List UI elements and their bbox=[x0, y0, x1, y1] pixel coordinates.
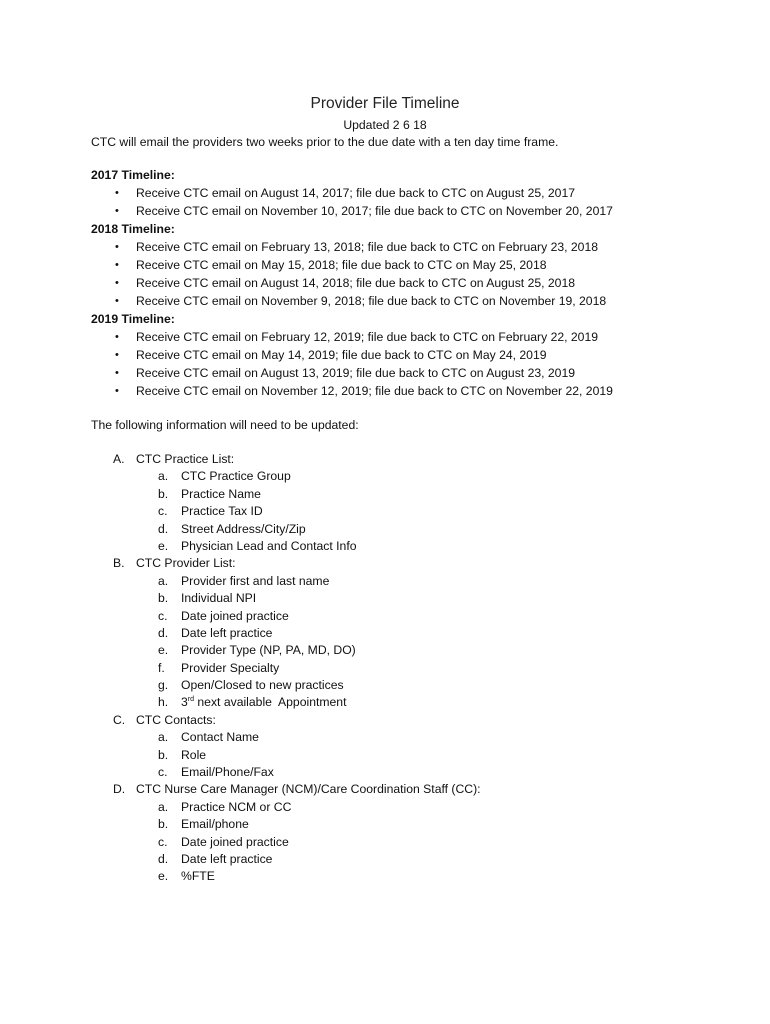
item-letter: g. bbox=[158, 678, 169, 693]
bullet-icon: • bbox=[115, 241, 119, 253]
section-letter: A. bbox=[113, 452, 125, 466]
timeline-item-text: Receive CTC email on August 14, 2017; file due back to CTC on August 25, 2017 bbox=[136, 186, 576, 200]
item-letter: a. bbox=[158, 730, 169, 745]
section-label: CTC Nurse Care Manager (NCM)/Care Coordination Staff (CC): bbox=[136, 782, 481, 797]
outline-item bbox=[91, 868, 691, 885]
timeline-heading: 2019 Timeline: bbox=[91, 312, 175, 326]
item-label: Provider Type (NP, PA, MD, DO) bbox=[181, 643, 356, 658]
timeline-item bbox=[91, 346, 711, 364]
bullet-icon: • bbox=[115, 349, 119, 361]
item-letter: a. bbox=[158, 799, 169, 814]
item-letter: b. bbox=[158, 817, 169, 832]
item-letter: c. bbox=[158, 765, 168, 780]
item-letter: b. bbox=[158, 747, 169, 762]
outline-item bbox=[91, 764, 691, 781]
item-label: Practice NCM or CC bbox=[181, 799, 292, 814]
timelines-section bbox=[91, 166, 711, 400]
timeline-item bbox=[91, 184, 711, 202]
outline-item bbox=[91, 590, 691, 607]
section-letter: D. bbox=[113, 782, 126, 797]
item-letter: d. bbox=[158, 521, 169, 536]
outline-item bbox=[91, 834, 691, 851]
item-label: CTC Practice Group bbox=[181, 469, 291, 484]
outline-item bbox=[91, 486, 691, 503]
timeline-heading: 2018 Timeline: bbox=[91, 222, 175, 236]
section-label: CTC Practice List: bbox=[136, 452, 235, 466]
timeline-heading: 2017 Timeline: bbox=[91, 168, 175, 182]
section-label: CTC Provider List: bbox=[136, 556, 236, 571]
outline-section bbox=[91, 451, 691, 555]
section-letter: B. bbox=[113, 556, 125, 571]
bullet-icon: • bbox=[115, 259, 119, 271]
outline-item bbox=[91, 816, 691, 833]
item-label: Open/Closed to new practices bbox=[181, 678, 344, 693]
timeline-item bbox=[91, 364, 711, 382]
outline-item bbox=[91, 677, 691, 694]
timeline-item-text: Receive CTC email on August 14, 2018; file due back to CTC on August 25, 2018 bbox=[136, 276, 576, 290]
section-header bbox=[91, 555, 691, 572]
bullet-icon: • bbox=[115, 187, 119, 199]
timeline-item bbox=[91, 328, 711, 346]
item-label: Email/Phone/Fax bbox=[181, 765, 274, 780]
timeline-item bbox=[91, 292, 711, 310]
bullet-icon: • bbox=[115, 295, 119, 307]
outline-item bbox=[91, 851, 691, 868]
section-header bbox=[91, 451, 691, 468]
timeline-item-text: Receive CTC email on November 12, 2019; file due back to CTC on November 22, 2019 bbox=[136, 384, 613, 398]
outline-section bbox=[91, 555, 691, 712]
item-label-suffix: next available Appointment bbox=[194, 695, 347, 710]
outline-section bbox=[91, 712, 691, 782]
item-label: Contact Name bbox=[181, 730, 259, 745]
outline-item bbox=[91, 573, 691, 590]
bullet-icon: • bbox=[115, 331, 119, 343]
timeline-item bbox=[91, 256, 711, 274]
section-header bbox=[91, 712, 691, 729]
bullet-icon: • bbox=[115, 205, 119, 217]
item-letter: b. bbox=[158, 486, 169, 501]
item-letter: f. bbox=[158, 660, 165, 675]
timeline-item bbox=[91, 202, 711, 220]
outline-item bbox=[91, 694, 691, 711]
intro-paragraph: CTC will email the providers two weeks prior to the due date with a ten day time frame. bbox=[91, 135, 559, 149]
outline-item bbox=[91, 521, 691, 538]
item-label: %FTE bbox=[181, 869, 215, 884]
item-label: Provider Specialty bbox=[181, 660, 280, 675]
section-label: CTC Contacts: bbox=[136, 712, 216, 727]
document-title: Provider File Timeline bbox=[310, 95, 460, 112]
item-label: Date left practice bbox=[181, 625, 273, 640]
section-letter: C. bbox=[113, 712, 126, 727]
section-header bbox=[91, 781, 691, 798]
item-label: Physician Lead and Contact Info bbox=[181, 538, 357, 553]
timeline-item-text: Receive CTC email on August 13, 2019; file due back to CTC on August 23, 2019 bbox=[136, 366, 576, 380]
outline-item bbox=[91, 608, 691, 625]
timeline-list bbox=[91, 238, 711, 310]
item-label: Role bbox=[181, 747, 207, 762]
item-label: Date joined practice bbox=[181, 608, 289, 623]
timeline-item-text: Receive CTC email on May 15, 2018; file due back to CTC on May 25, 2018 bbox=[136, 258, 547, 272]
timeline-item bbox=[91, 274, 711, 292]
item-letter: c. bbox=[158, 504, 168, 519]
outline-item bbox=[91, 729, 691, 746]
item-label: Street Address/City/Zip bbox=[181, 521, 306, 536]
item-letter: e. bbox=[158, 538, 169, 553]
item-letter: a. bbox=[158, 469, 169, 484]
outline-item bbox=[91, 747, 691, 764]
timeline-list bbox=[91, 328, 711, 400]
item-letter: c. bbox=[158, 834, 168, 849]
item-letter: c. bbox=[158, 608, 168, 623]
item-letter: h. bbox=[158, 695, 169, 710]
timeline-list bbox=[91, 184, 711, 220]
item-label: Practice Tax ID bbox=[181, 504, 263, 519]
item-label: Date left practice bbox=[181, 851, 273, 866]
item-label-superscript: rd bbox=[187, 696, 195, 704]
bullet-icon: • bbox=[115, 367, 119, 379]
item-label: Provider first and last name bbox=[181, 573, 330, 588]
outline-item bbox=[91, 642, 691, 659]
timeline-item-text: Receive CTC email on February 13, 2018; file due back to CTC on February 23, 2018 bbox=[136, 240, 599, 254]
timeline-item-text: Receive CTC email on November 10, 2017; file due back to CTC on November 20, 2017 bbox=[136, 204, 613, 218]
bullet-icon: • bbox=[115, 385, 119, 397]
item-label: Email/phone bbox=[181, 817, 249, 832]
update-outline bbox=[91, 451, 691, 886]
bullet-icon: • bbox=[115, 277, 119, 289]
outline-item bbox=[91, 660, 691, 677]
item-label bbox=[181, 694, 346, 711]
item-letter: d. bbox=[158, 851, 169, 866]
item-label: Individual NPI bbox=[181, 591, 257, 606]
item-letter: a. bbox=[158, 573, 169, 588]
outline-item bbox=[91, 625, 691, 642]
outline-item bbox=[91, 799, 691, 816]
timeline-item bbox=[91, 382, 711, 400]
followup-paragraph: The following information will need to be updated: bbox=[91, 418, 359, 432]
timeline-item-text: Receive CTC email on May 14, 2019; file due back to CTC on May 24, 2019 bbox=[136, 348, 547, 362]
outline-item bbox=[91, 538, 691, 555]
outline-item bbox=[91, 503, 691, 520]
document-subtitle: Updated 2 6 18 bbox=[343, 118, 427, 132]
item-letter: d. bbox=[158, 625, 169, 640]
item-label: Practice Name bbox=[181, 486, 261, 501]
item-letter: e. bbox=[158, 643, 169, 658]
item-letter: e. bbox=[158, 869, 169, 884]
outline-item bbox=[91, 468, 691, 485]
item-label: Date joined practice bbox=[181, 834, 289, 849]
item-letter: b. bbox=[158, 591, 169, 606]
timeline-item-text: Receive CTC email on February 12, 2019; file due back to CTC on February 22, 2019 bbox=[136, 330, 599, 344]
outline-section bbox=[91, 781, 691, 885]
item-label-prefix: 3 bbox=[181, 695, 188, 710]
timeline-item bbox=[91, 238, 711, 256]
timeline-item-text: Receive CTC email on November 9, 2018; file due back to CTC on November 19, 2018 bbox=[136, 294, 607, 308]
